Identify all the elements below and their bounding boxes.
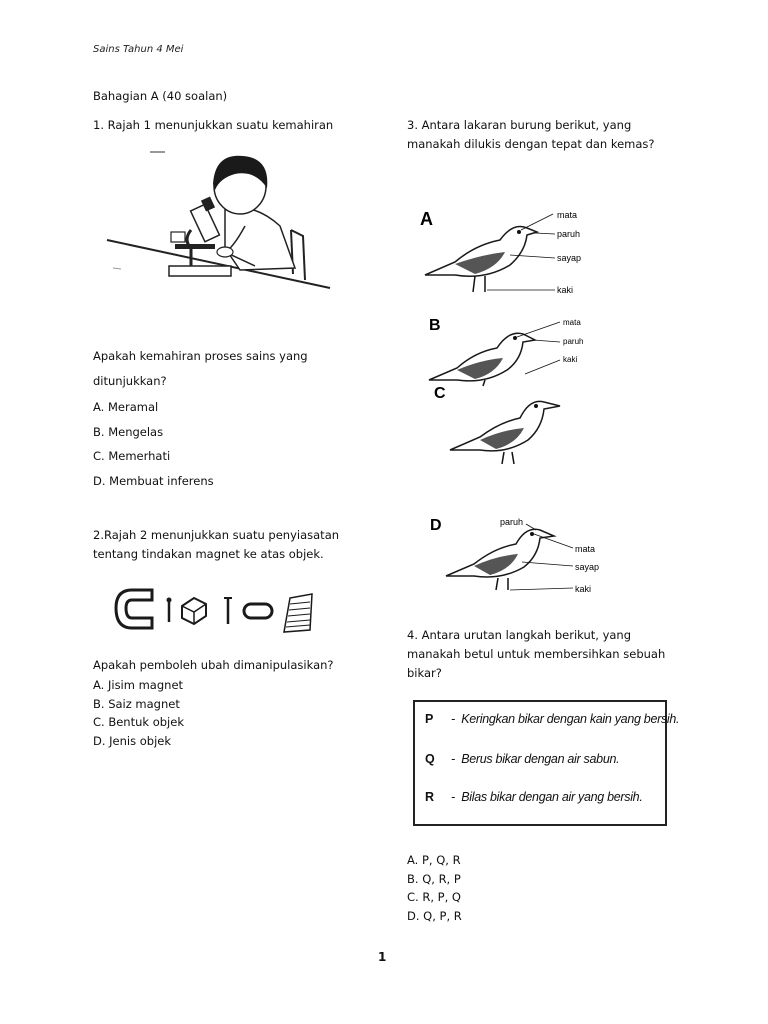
q4-option-c[interactable]: C. R, P, Q [407, 890, 461, 905]
q2-option-b[interactable]: B. Saiz magnet [93, 696, 180, 711]
q3-bird-c-letter: C [434, 385, 446, 402]
q1-option-d[interactable]: D. Membuat inferens [93, 473, 214, 488]
q3-bird-a-letter: A [420, 209, 433, 229]
q2-figure-magnet-objects [112, 584, 322, 640]
section-title: Bahagian A (40 soalan) [93, 89, 228, 103]
q3-bird-d-label-kaki: kaki [575, 584, 592, 594]
q3-bird-a-label-paruh: paruh [557, 229, 581, 239]
q4-option-a[interactable]: A. P, Q, R [407, 853, 461, 867]
q4-step-r: R - Bilas bikar dengan air yang bersih. [425, 790, 643, 804]
q2-stem-line2: tentang tindakan magnet ke atas objek. [93, 547, 324, 561]
q3-bird-c-figure [432, 382, 572, 470]
q3-stem-line2: manakah dilukis dengan tepat dan kemas? [407, 137, 655, 151]
q2-question: Apakah pemboleh ubah dimanipulasikan? [93, 658, 334, 672]
q1-question-line2: ditunjukkan? [93, 374, 167, 388]
q3-bird-a-label-kaki: kaki [557, 285, 574, 295]
q4-stem-line3: bikar? [407, 666, 442, 680]
q2-option-d[interactable]: D. Jenis objek [93, 733, 172, 748]
q3-bird-d-figure [428, 512, 608, 598]
q1-question-line1: Apakah kemahiran proses sains yang [93, 349, 308, 363]
q3-bird-b-letter: B [429, 317, 441, 334]
q3-bird-b-figure [425, 312, 605, 387]
q3-bird-a-label-mata: mata [557, 210, 578, 220]
q3-stem-line1: 3. Antara lakaran burung berikut, yang [407, 118, 632, 132]
q3-bird-b-label-paruh: paruh [563, 337, 584, 346]
q4-option-d[interactable]: D. Q, P, R [407, 908, 462, 923]
q4-options [407, 851, 462, 925]
q4-step-p: P - Keringkan bikar dengan kain yang bersih. [425, 712, 680, 726]
q2-option-a[interactable]: A. Jisim magnet [93, 678, 184, 692]
q3-bird-b-label-mata: mata [563, 318, 581, 327]
q3-bird-d-label-sayap: sayap [575, 562, 600, 572]
q4-step-q: Q - Berus bikar dengan air sabun. [425, 752, 620, 766]
running-header: Sains Tahun 4 Mei [93, 44, 184, 55]
q1-options [93, 395, 214, 493]
q3-bird-d-label-mata: mata [575, 544, 596, 554]
q3-bird-d-label-paruh: paruh [500, 517, 524, 527]
page-number: 1 [378, 950, 387, 964]
q4-stem-line1: 4. Antara urutan langkah berikut, yang [407, 628, 632, 642]
q3-bird-a-label-sayap: sayap [557, 253, 582, 263]
q1-option-c[interactable]: C. Memerhati [93, 449, 171, 463]
q4-steps-box [413, 700, 680, 826]
q1-option-a[interactable]: A. Meramal [93, 400, 159, 414]
q3-bird-a-figure [415, 200, 600, 298]
q3-bird-d-letter: D [430, 517, 442, 534]
q4-option-b[interactable]: B. Q, R, P [407, 871, 461, 886]
q1-figure-student-microscope [105, 148, 337, 298]
q2-options [93, 676, 184, 750]
q2-stem-line1: 2.Rajah 2 menunjukkan suatu penyiasatan [93, 528, 340, 542]
q1-stem: 1. Rajah 1 menunjukkan suatu kemahiran [93, 118, 334, 132]
q3-bird-b-label-kaki: kaki [563, 355, 578, 364]
q1-option-b[interactable]: B. Mengelas [93, 424, 164, 439]
q2-option-c[interactable]: C. Bentuk objek [93, 715, 184, 730]
q4-stem-line2: manakah betul untuk membersihkan sebuah [407, 647, 666, 661]
